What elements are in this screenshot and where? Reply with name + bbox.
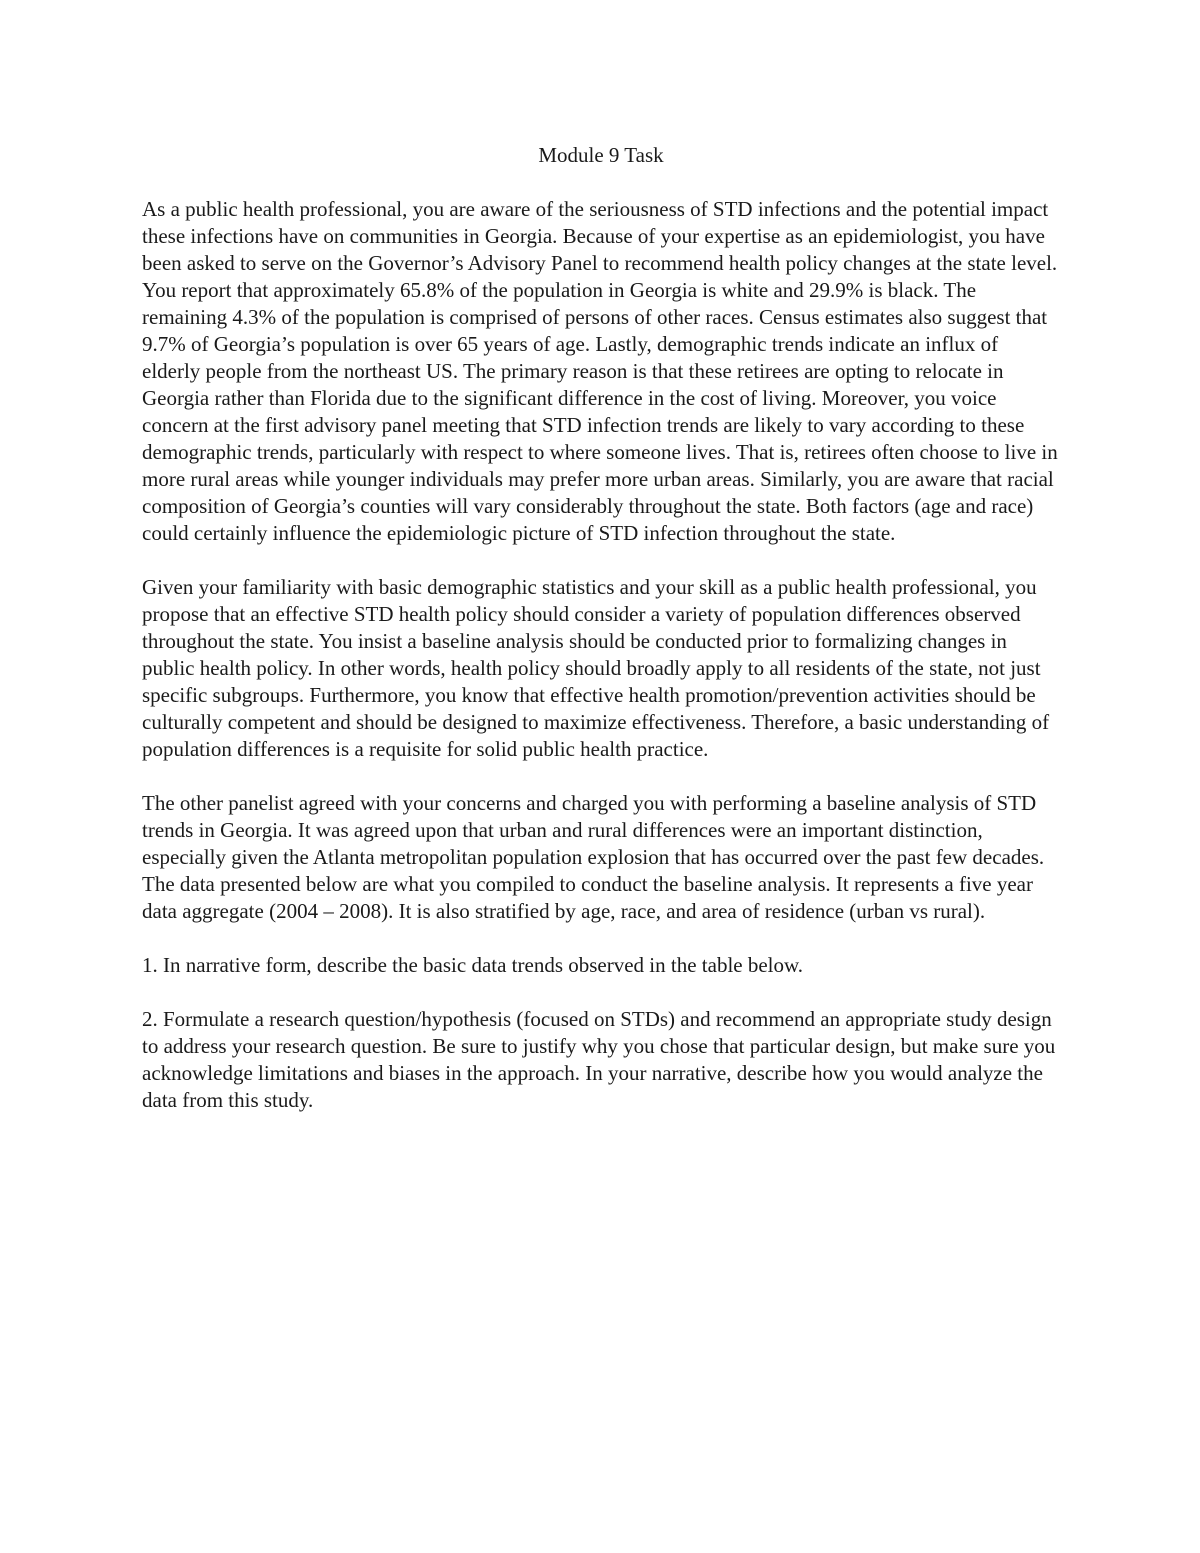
paragraph-charge: The other panelist agreed with your concerns and charged you with performing a baseline analysis of STD trends in Georgia. It was agreed upon that urban and rural differences were an important distinction, especially given the Atlanta metropolitan population explosion that has occurred over the past few decades. The data presented below are what you compiled to conduct the baseline analysis. It represents a five year data aggregate (2004 – 2008). It is also stratified by age, race, and area of residence (urban vs rural). — [142, 791, 1045, 923]
paragraph-context: As a public health professional, you are aware of the seriousness of STD infections and the potential impact these infections have on communities in Georgia. Because of your expertise as an epidemiologist, you have been asked to serve on the Governor’s Advisory Panel to recommend health policy changes at the state level. You report that approximately 65.8% of the population in Georgia is white and 29.9% is black. The remaining 4.3% of the population is comprised of persons of other races. Census estimates also suggest that 9.7% of Georgia’s population is over 65 years of age. Lastly, demographic trends indicate an influx of elderly people from the northeast US. The primary reason is that these retirees are opting to relocate in Georgia rather than Florida due to the significant difference in the cost of living. Moreover, you voice concern at the first advisory panel meeting that STD infection trends are likely to vary according to these demographic trends, particularly with respect to where someone lives. That is, retirees often choose to live in more rural areas while younger individuals may prefer more urban areas. Similarly, you are aware that racial composition of Georgia’s counties will vary considerably throughout the state. Both factors (age and race) could certainly influence the epidemiologic picture of STD infection throughout the state. — [142, 197, 1058, 545]
document-title: Module 9 Task — [538, 143, 664, 167]
paragraph-proposal: Given your familiarity with basic demographic statistics and your skill as a public health professional, you propose that an effective STD health policy should consider a variety of population differences observed throughout the state. You insist a baseline analysis should be conducted prior to formalizing changes in public health policy. In other words, health policy should broadly apply to all residents of the state, not just specific subgroups. Furthermore, you know that effective health promotion/prevention activities should be culturally competent and should be designed to maximize effectiveness. Therefore, a basic understanding of population differences is a requisite for solid public health practice. — [142, 575, 1050, 761]
question-2: 2. Formulate a research question/hypothesis (focused on STDs) and recommend an appropriate study design to address your research question. Be sure to justify why you chose that particular design, but make sure you acknowledge limitations and biases in the approach. In your narrative, describe how you would analyze the data from this study. — [142, 1007, 1056, 1112]
question-1: 1. In narrative form, describe the basic data trends observed in the table below. — [142, 953, 804, 977]
document-body — [142, 142, 1060, 1141]
